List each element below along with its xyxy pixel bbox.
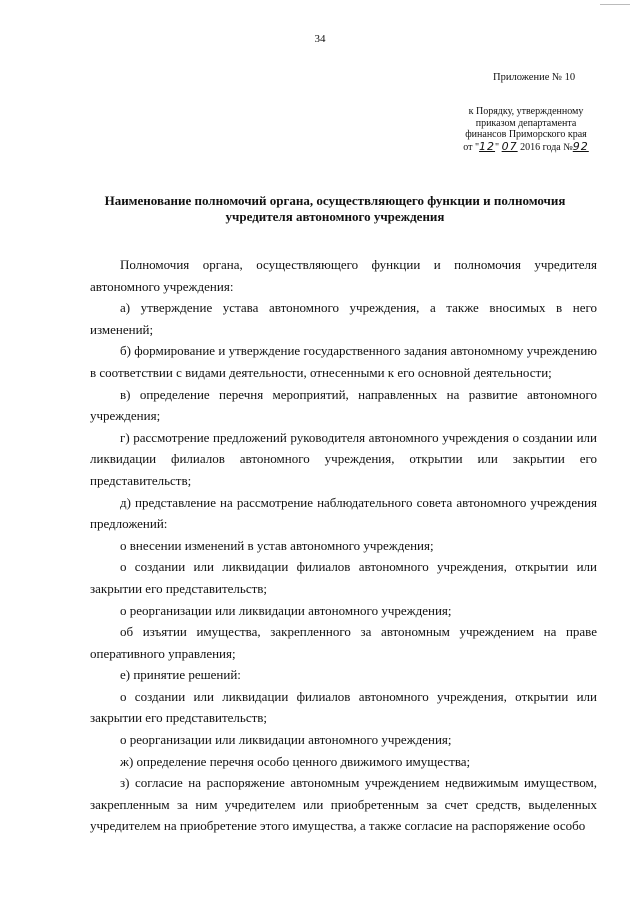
paragraph: е) принятие решений:	[120, 667, 241, 683]
paragraph: о внесении изменений в устав автономного учреждения;	[120, 537, 434, 553]
paragraph: в) определение перечня мероприятий, направленных на развитие автономного учреждения;	[90, 386, 597, 424]
annex-title: Приложение № 10	[493, 72, 576, 83]
paragraph: ж) определение перечня особо ценного движимого имущества;	[120, 753, 471, 769]
date-year: 2016 года №	[520, 141, 573, 153]
paragraph: а) утверждение устава автономного учреждения, а также вносимых в него изменений;	[90, 300, 597, 337]
paragraph: Полномочия органа, осуществляющего функции и полномочия учредителя автономного учреждения:	[90, 257, 597, 294]
annex-line: финансов Приморского края	[465, 129, 587, 140]
annex-date: от "12" 07 2016 года №92	[463, 139, 589, 153]
top-edge-mark	[600, 0, 630, 5]
annex-line: к Порядку, утвержденному	[468, 106, 584, 117]
paragraph: з) согласие на распоряжение автономным учреждением недвижимым имуществом, закрепленным за ним учредителем или приобретенным за счет средств, выделенных учредителем на приобретение этого имущества, а также согласие на распоряжение особо	[90, 775, 597, 834]
handwritten-number: 92	[572, 139, 589, 153]
date-prefix: от	[463, 141, 473, 153]
paragraph: о реорганизации или ликвидации автономного учреждения;	[120, 602, 452, 618]
page-number: 34	[314, 33, 326, 45]
paragraph: о создании или ликвидации филиалов автономного учреждения, открытии или закрытии его представительств;	[90, 688, 597, 726]
handwritten-day: 12	[479, 139, 496, 153]
paragraph: об изъятии имущества, закрепленного за автономным учреждением на праве оперативного управления;	[90, 624, 597, 661]
paragraph: о создании или ликвидации филиалов автономного учреждения, открытии или закрытии его представительств;	[90, 559, 597, 596]
paragraph: о реорганизации или ликвидации автономного учреждения;	[120, 732, 452, 748]
annex-reference	[440, 106, 612, 153]
paragraph: б) формирование и утверждение государственного задания автономному учреждению в соответствии с видами деятельности, отнесенными к его основной деятельности;	[90, 343, 597, 380]
document-body	[90, 254, 597, 837]
annex-line: приказом департамента	[475, 117, 577, 129]
paragraph: д) представление на рассмотрение наблюдательного совета автономного учреждения предложений:	[90, 494, 597, 532]
paragraph: г) рассмотрение предложений руководителя автономного учреждения о создании или ликвидации филиалов автономного учреждения, открытии или закрытии его представительств;	[90, 429, 597, 488]
handwritten-month: 07	[501, 139, 518, 153]
document-title: Наименование полномочий органа, осуществляющего функции и полномочия учредителя автономного учреждения	[104, 193, 566, 224]
